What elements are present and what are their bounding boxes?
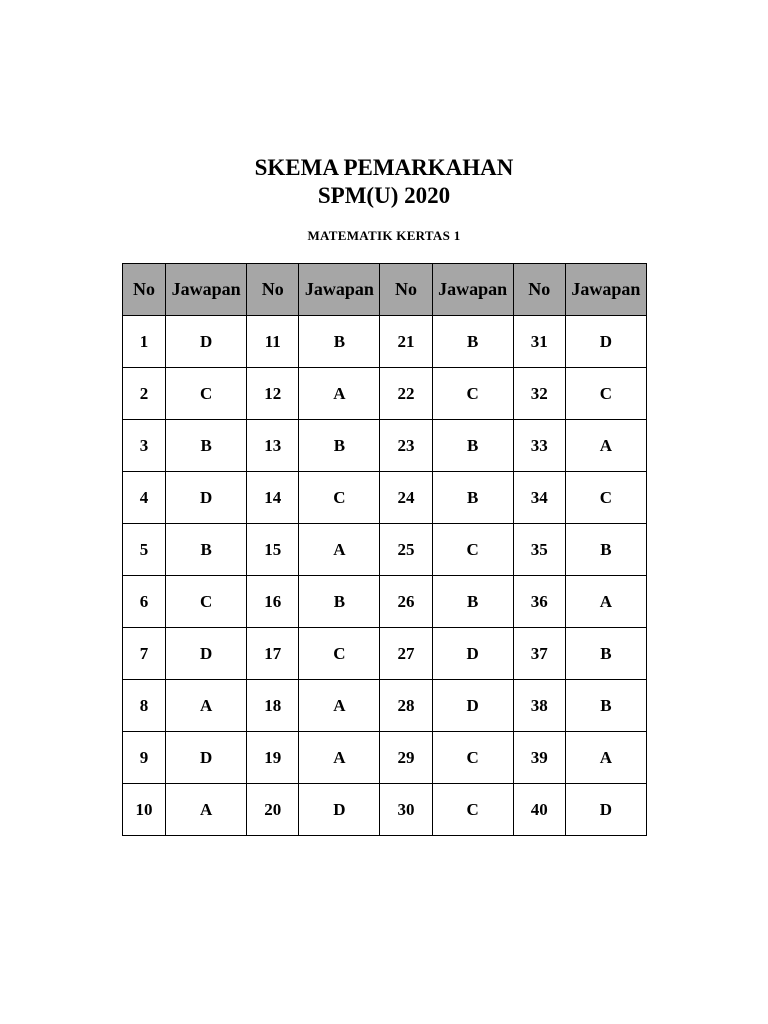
answer-cell: C: [166, 368, 247, 420]
answer-cell: C: [299, 628, 380, 680]
question-number-cell: 4: [123, 472, 166, 524]
answer-cell: B: [432, 472, 513, 524]
answer-cell: C: [432, 784, 513, 836]
column-header: Jawapan: [565, 264, 646, 316]
answer-cell: C: [432, 732, 513, 784]
question-number-cell: 17: [247, 628, 299, 680]
question-number-cell: 11: [247, 316, 299, 368]
table-row: [123, 680, 647, 732]
answer-cell: D: [299, 784, 380, 836]
answer-cell: D: [565, 316, 646, 368]
question-number-cell: 22: [380, 368, 432, 420]
answer-cell: B: [565, 680, 646, 732]
question-number-cell: 23: [380, 420, 432, 472]
column-header: No: [123, 264, 166, 316]
answer-cell: D: [166, 472, 247, 524]
answer-cell: D: [166, 732, 247, 784]
answer-cell: A: [299, 680, 380, 732]
column-header: No: [247, 264, 299, 316]
question-number-cell: 1: [123, 316, 166, 368]
question-number-cell: 21: [380, 316, 432, 368]
question-number-cell: 6: [123, 576, 166, 628]
table-row: [123, 784, 647, 836]
answer-cell: C: [432, 368, 513, 420]
answer-cell: A: [565, 576, 646, 628]
answer-cell: B: [166, 524, 247, 576]
question-number-cell: 29: [380, 732, 432, 784]
question-number-cell: 2: [123, 368, 166, 420]
answer-cell: D: [432, 628, 513, 680]
answer-cell: A: [166, 784, 247, 836]
answer-cell: B: [299, 420, 380, 472]
column-header: No: [380, 264, 432, 316]
answer-cell: A: [166, 680, 247, 732]
question-number-cell: 37: [513, 628, 565, 680]
table-row: [123, 368, 647, 420]
question-number-cell: 30: [380, 784, 432, 836]
answer-cell: A: [565, 732, 646, 784]
table-row: [123, 524, 647, 576]
table-row: [123, 732, 647, 784]
question-number-cell: 35: [513, 524, 565, 576]
table-row: [123, 472, 647, 524]
question-number-cell: 15: [247, 524, 299, 576]
question-number-cell: 34: [513, 472, 565, 524]
question-number-cell: 18: [247, 680, 299, 732]
question-number-cell: 19: [247, 732, 299, 784]
question-number-cell: 40: [513, 784, 565, 836]
question-number-cell: 10: [123, 784, 166, 836]
question-number-cell: 36: [513, 576, 565, 628]
answer-key-body: [123, 316, 647, 836]
question-number-cell: 12: [247, 368, 299, 420]
question-number-cell: 32: [513, 368, 565, 420]
answer-cell: B: [565, 628, 646, 680]
answer-cell: B: [565, 524, 646, 576]
answer-cell: C: [166, 576, 247, 628]
question-number-cell: 20: [247, 784, 299, 836]
answer-cell: C: [565, 368, 646, 420]
page-title: SKEMA PEMARKAHAN: [254, 155, 514, 180]
answer-cell: D: [166, 316, 247, 368]
answer-cell: B: [299, 316, 380, 368]
question-number-cell: 13: [247, 420, 299, 472]
answer-cell: B: [166, 420, 247, 472]
paper-subtitle: MATEMATIK KERTAS 1: [307, 228, 461, 243]
table-row: [123, 576, 647, 628]
column-header: No: [513, 264, 565, 316]
answer-key-table: [122, 263, 647, 836]
answer-cell: A: [565, 420, 646, 472]
table-row: [123, 316, 647, 368]
answer-cell: D: [565, 784, 646, 836]
table-row: [123, 628, 647, 680]
table-header-row: [123, 264, 647, 316]
answer-cell: A: [299, 732, 380, 784]
answer-cell: C: [432, 524, 513, 576]
question-number-cell: 25: [380, 524, 432, 576]
answer-cell: C: [565, 472, 646, 524]
answer-cell: A: [299, 368, 380, 420]
answer-cell: B: [432, 576, 513, 628]
question-number-cell: 33: [513, 420, 565, 472]
column-header: Jawapan: [432, 264, 513, 316]
page-subtitle-exam: SPM(U) 2020: [317, 183, 451, 208]
question-number-cell: 9: [123, 732, 166, 784]
question-number-cell: 31: [513, 316, 565, 368]
question-number-cell: 24: [380, 472, 432, 524]
question-number-cell: 8: [123, 680, 166, 732]
question-number-cell: 5: [123, 524, 166, 576]
answer-cell: D: [166, 628, 247, 680]
question-number-cell: 28: [380, 680, 432, 732]
answer-cell: D: [432, 680, 513, 732]
column-header: Jawapan: [299, 264, 380, 316]
answer-cell: A: [299, 524, 380, 576]
question-number-cell: 38: [513, 680, 565, 732]
question-number-cell: 3: [123, 420, 166, 472]
column-header: Jawapan: [166, 264, 247, 316]
question-number-cell: 16: [247, 576, 299, 628]
answer-cell: C: [299, 472, 380, 524]
question-number-cell: 26: [380, 576, 432, 628]
answer-cell: B: [432, 420, 513, 472]
question-number-cell: 14: [247, 472, 299, 524]
table-row: [123, 420, 647, 472]
answer-cell: B: [432, 316, 513, 368]
answer-cell: B: [299, 576, 380, 628]
question-number-cell: 7: [123, 628, 166, 680]
question-number-cell: 27: [380, 628, 432, 680]
question-number-cell: 39: [513, 732, 565, 784]
